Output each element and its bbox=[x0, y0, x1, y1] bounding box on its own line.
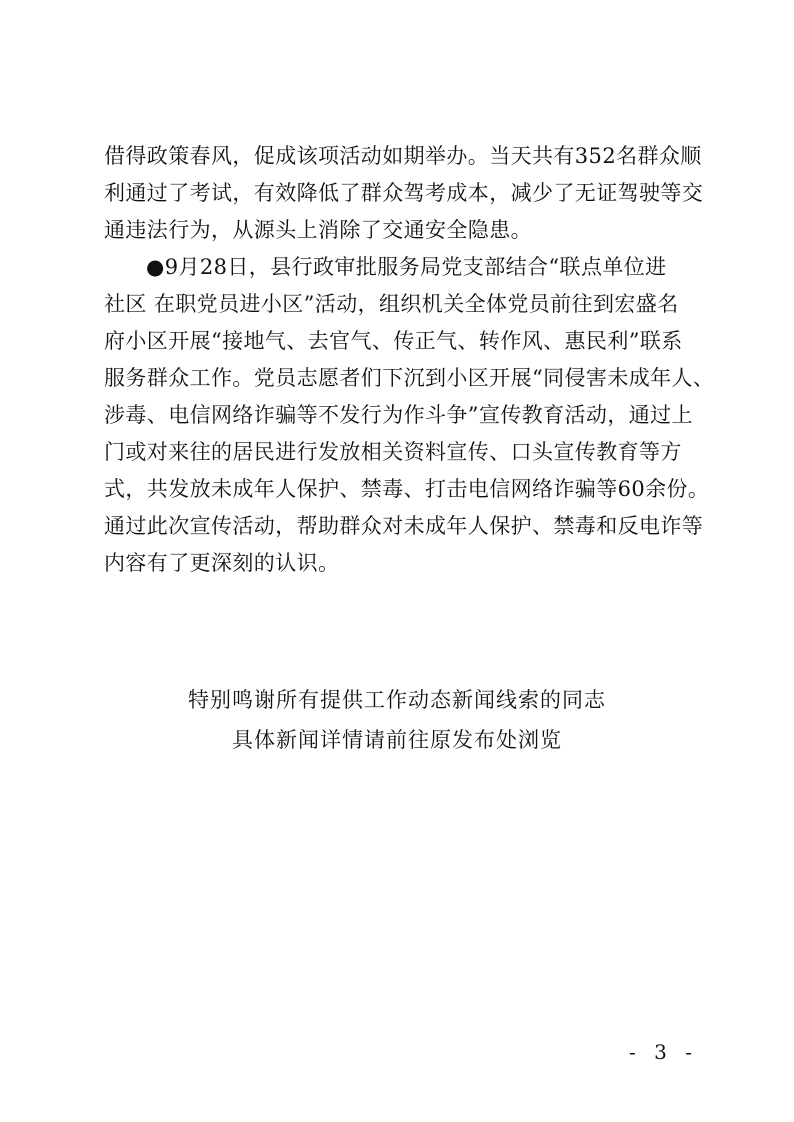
paragraph-1 bbox=[104, 138, 704, 249]
text-line: 通过此次宣传活动，帮助群众对未成年人保护、禁毒和反电诈等 bbox=[104, 514, 704, 538]
acknowledgement-note: 具体新闻详情请前往原发布处浏览 bbox=[232, 728, 562, 752]
text-line: 服务群众工作。党员志愿者们下沉到小区开展“同侵害未成年人、 bbox=[104, 366, 715, 390]
text-line: 式，共发放未成年人保护、禁毒、打击电信网络诈骗等60余份。 bbox=[104, 477, 710, 501]
paragraph-2 bbox=[104, 249, 715, 582]
text-line: 借得政策春风，促成该项活动如期举办。当天共有352名群众顺 bbox=[104, 144, 702, 168]
text-line: 门或对来往的居民进行发放相关资料宣传、口头宣传教育等方 bbox=[104, 440, 682, 464]
text-line: 涉毒、电信网络诈骗等不发行为作斗争”宣传教育活动，通过上 bbox=[104, 403, 693, 427]
body-text bbox=[104, 138, 715, 582]
text-line: 通违法行为，从源头上消除了交通安全隐患。 bbox=[104, 218, 532, 242]
text-line: 利通过了考试，有效降低了群众驾考成本，减少了无证驾驶等交 bbox=[104, 181, 704, 205]
acknowledgement-line: 特别鸣谢所有提供工作动态新闻线索的同志 bbox=[188, 688, 606, 712]
text-line: 社区 在职党员进小区”活动，组织机关全体党员前往到宏盛名 bbox=[104, 292, 679, 316]
text-line: 内容有了更深刻的认识。 bbox=[104, 551, 340, 575]
text-line: ●9月28日，县行政审批服务局党支部结合“联点单位进 bbox=[146, 255, 667, 279]
page-number: - 3 - bbox=[629, 1040, 698, 1064]
text-line: 府小区开展“接地气、去官气、传正气、转作风、惠民利”联系 bbox=[104, 329, 683, 353]
acknowledgement bbox=[0, 680, 794, 760]
